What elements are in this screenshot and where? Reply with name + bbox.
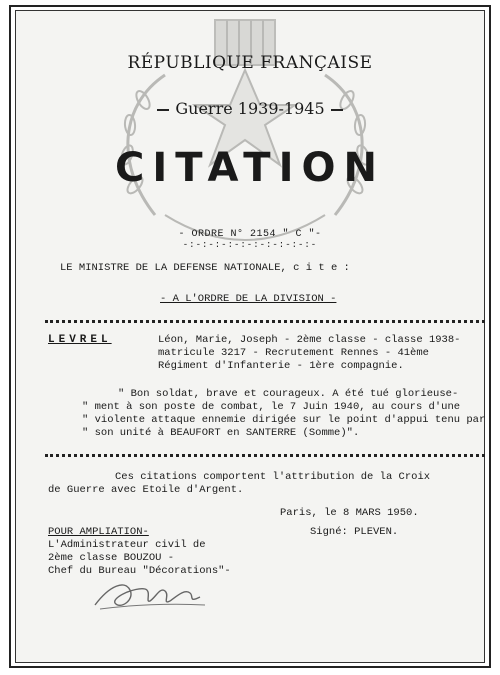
citation-text-line: " ment à son poste de combat, le 7 Juin 1940, au cours d'une [82,401,461,413]
citation-text-line: " son unité à BEAUFORT en SANTERRE (Somme)". [82,427,360,439]
place-date: Paris, le 8 MARS 1950. [280,507,419,519]
ampliation-heading: POUR AMPLIATION- [48,526,149,538]
war-dash-left [157,109,169,111]
republic-heading: RÉPUBLIQUE FRANÇAISE [127,53,373,73]
ampliation-line: Chef du Bureau "Décorations"- [48,565,231,577]
order-number: - ORDRE N° 2154 " C "- [178,229,322,240]
war-heading [0,99,500,118]
soldier-details-line: Régiment d'Infanterie - 1ère compagnie. [158,360,404,372]
attribution-line: de Guerre avec Etoile d'Argent. [48,484,244,496]
attribution-line: Ces citations comportent l'attribution de la Croix [115,471,431,483]
minister-line: LE MINISTRE DE LA DEFENSE NATIONALE, c i t e : [60,262,350,274]
citation-text-line: " violente attaque ennemie dirigée sur le point d'appui tenu par [82,414,486,426]
ampliation-line: 2ème classe BOUZOU - [48,552,175,564]
soldier-details-line: matricule 3217 - Recrutement Rennes - 41ème [158,347,429,359]
war-dash-right [331,109,343,111]
dotted-separator-bottom [45,454,485,457]
order-separator: -:-:-:-:-:-:-:-:-:-:- [182,240,318,250]
division-line: - A L'ORDRE DE LA DIVISION - [160,293,337,305]
signed-by: Signé: PLEVEN. [310,526,399,538]
document-title: CITATION [115,145,385,191]
soldier-details-line: Léon, Marie, Joseph - 2ème classe - classe 1938- [158,334,461,346]
soldier-surname: LEVREL [48,334,112,346]
ampliation-line: L'Administrateur civil de [48,539,206,551]
handwritten-signature [90,575,210,615]
dotted-separator-top [45,320,485,323]
war-label: Guerre 1939-1945 [175,99,325,118]
citation-text-line: " Bon soldat, brave et courageux. A été tué glorieuse- [118,388,459,400]
